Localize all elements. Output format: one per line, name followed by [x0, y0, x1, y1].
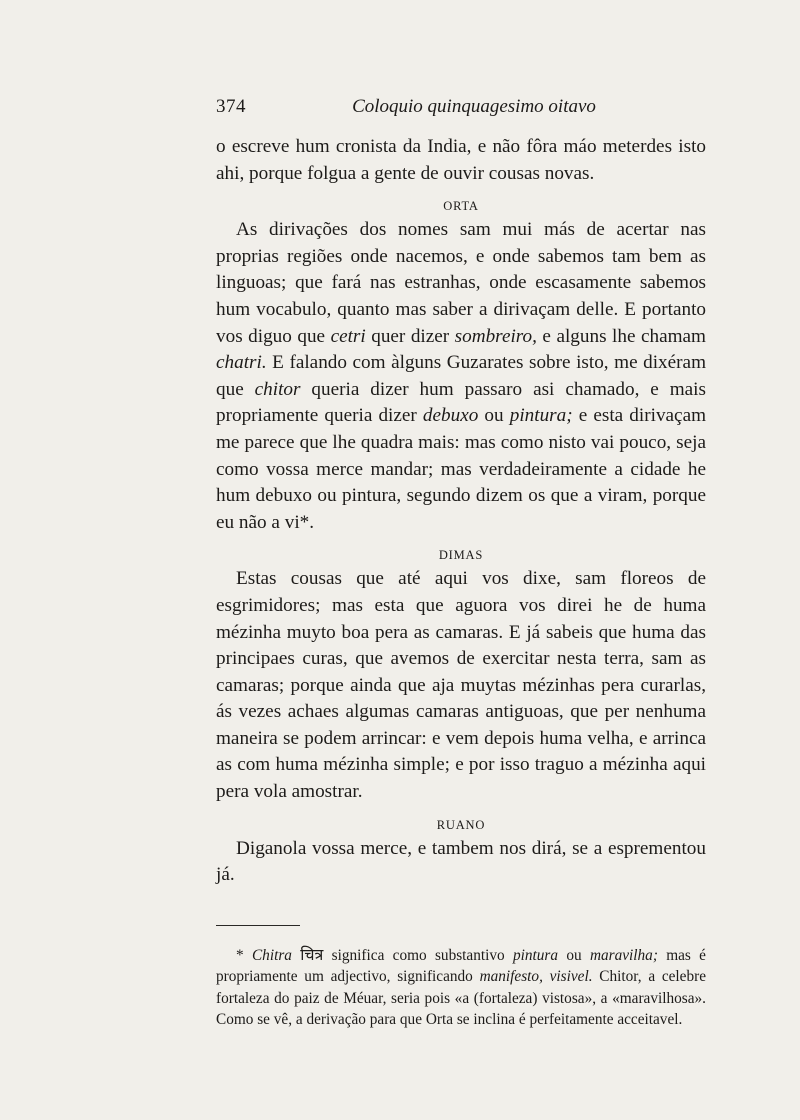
- orta-italic-cetri: cetri: [330, 325, 366, 347]
- ruano-paragraph: Diganola vossa merce, e tambem nos dirá, se a esprementou já.: [216, 837, 706, 886]
- footnote-devanagari: चित्र: [300, 944, 324, 964]
- footnote-italic-maravilha: maravilha;: [589, 946, 658, 964]
- footnote-italic-chitra: Chitra: [251, 946, 292, 964]
- orta-text-2: quer dizer: [365, 325, 455, 347]
- orta-paragraph: [216, 217, 706, 536]
- book-page: [216, 96, 706, 1030]
- orta-text-1: As dirivações dos nomes sam mui más de acertar nas proprias regiões onde nacemos, e onde sabemos tam bem as linguoas; que fará nas estranhas, onde escasamente sabemos hum vocabulo, quanto mas saber a dirivaçam delle. E portanto vos diguo que: [216, 219, 706, 347]
- footnote-italic-pintura: pintura: [512, 946, 559, 964]
- footnote-text-1: significa como substantivo: [323, 946, 513, 964]
- orta-text-3: e alguns lhe chamam: [536, 325, 706, 347]
- page-number: 374: [216, 96, 246, 117]
- running-head: [216, 96, 706, 122]
- opening-paragraph: o escreve hum cronista da India, e não fôra máo meterdes isto ahi, porque folgua a gente de ouvir cousas novas.: [216, 136, 706, 184]
- orta-text-6: ou: [478, 405, 510, 427]
- footnote: [216, 944, 706, 1031]
- speaker-orta: ORTA: [443, 199, 479, 214]
- footnote-text-3: mas é propriamente um adjectivo, significando: [216, 946, 706, 986]
- orta-italic-debuxo: debuxo: [422, 405, 479, 427]
- body-text: [216, 134, 706, 889]
- orta-text-7: e esta dirivaçam me parece que lhe quadra mais: mas como nisto vai pouco, seja como vossa merce mandar; mas verdadeiramente a cidade he hum debuxo ou pintura, segundo dizem os que a viram, porque eu não a vi*.: [216, 405, 707, 533]
- orta-italic-sombreiro: sombreiro,: [454, 325, 537, 347]
- orta-italic-pintura: pintura;: [509, 405, 573, 427]
- running-title: Coloquio quinquagesimo oitavo: [352, 96, 596, 117]
- orta-text-4: E falando com àlguns Guzarates sobre isto, me dixéram que: [216, 352, 706, 400]
- speaker-dimas: DIMAS: [438, 548, 484, 563]
- footnote-text-4: Chitor, a celebre fortaleza do paiz de Méuar, seria pois «a (fortaleza) vistosa», a «maravilhosa». Como se vê, a derivação para que Orta se inclina é perfeitamente acceitavel.: [216, 968, 707, 1029]
- orta-italic-chatri: chatri.: [216, 352, 267, 374]
- dimas-paragraph: Estas cousas que até aqui vos dixe, sam floreos de esgrimidores; mas esta que aguora vos direi he de huma mézinha muyto boa pera as camaras. E já sabeis que huma das principaes curas, que avemos de exercitar nesta terra, sam as camaras; porque ainda que aja muytas mézinhas pera curarlas, ás vezes achaes algumas camaras antiguoas, que per nenhuma maneira se podem arrincar: e vem depois huma velha, e arrinca as com huma mézinha simple; e por isso traguo a mézinha aqui pera vola amostrar.: [216, 568, 706, 803]
- footnote-marker: *: [236, 946, 252, 964]
- footnote-text-2: ou: [558, 946, 590, 964]
- orta-text-5: queria dizer hum passaro asi chamado, e mais propriamente queria dizer: [216, 378, 706, 427]
- speaker-ruano: RUANO: [436, 817, 486, 832]
- orta-italic-chitor: chitor: [254, 378, 301, 400]
- footnote-divider: [216, 925, 300, 926]
- footnote-italic-manifesto: manifesto, visivel.: [479, 968, 593, 986]
